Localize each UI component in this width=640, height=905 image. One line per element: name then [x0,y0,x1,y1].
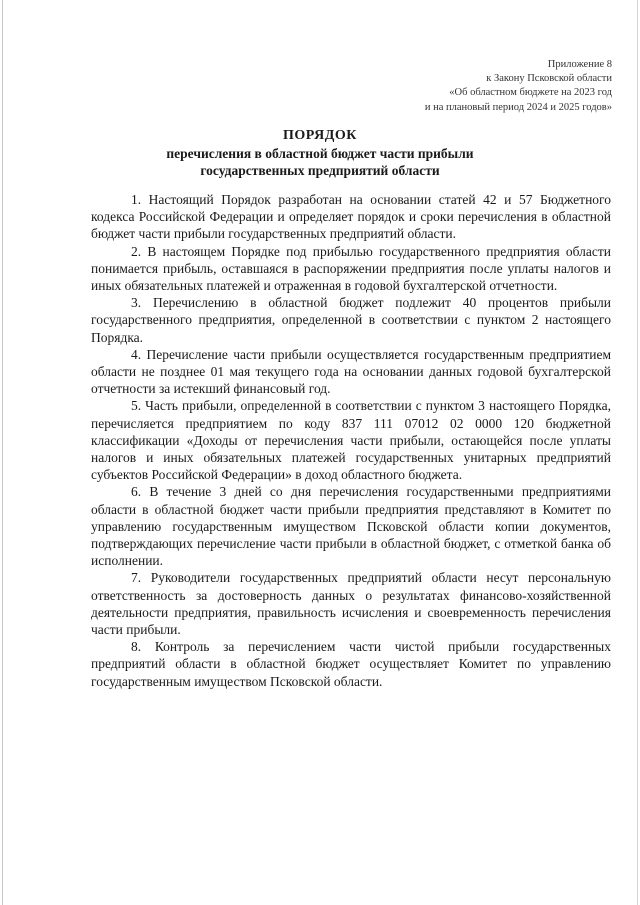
paragraph-5: 5. Часть прибыли, определенной в соответствии с пунктом 3 настоящего Порядка, перечисляется предприятием по коду 837 111 07012 02 0000 120 бюджетной классификации «Доходы от перечисления части прибыли, остающейся после уплаты налогов и иных обязательных платежей государственных унитарных предприятий субъектов Российской Федерации» в доход областного бюджета. [91,398,611,483]
document-subtitle-line: перечисления в областной бюджет части прибыли [166,146,474,161]
paragraph-4: 4. Перечисление части прибыли осуществляется государственным предприятием области не позднее 01 мая текущего года на основании данных годовой бухгалтерской отчетности за истекший финансовый год. [91,346,611,397]
paragraph-1: 1. Настоящий Порядок разработан на основании статей 42 и 57 Бюджетного кодекса Российской Федерации и определяет порядок и сроки перечисления в областной бюджет части прибыли государственных предприятий области. [91,192,611,242]
document-subtitle-line: государственных предприятий области [200,163,440,178]
paragraph-3: 3. Перечислению в областной бюджет подлежит 40 процентов прибыли государственного предприятия, определенной в соответствии с пунктом 2 настоящего Порядка. [91,295,611,345]
document-title: ПОРЯДОК [283,128,357,143]
appendix-line: и на плановый период 2024 и 2025 годов» [424,101,612,113]
scan-edge-right [637,0,638,905]
paragraph-6: 6. В течение 3 дней со дня перечисления государственными предприятиями области в областной бюджет части прибыли предприятия представляют в Комитет по управлению государственным имуществом Псковской области копии документов, подтверждающих перечисление части прибыли в областной бюджет, с отметкой банка об исполнении. [91,484,611,569]
paragraph-2: 2. В настоящем Порядке под прибылью государственного предприятия области понимается прибыль, оставшаяся в распоряжении предприятия после уплаты налогов и иных обязательных платежей и отраженная в годовой бухгалтерской отчетности. [91,243,611,294]
appendix-header [312,58,612,115]
document-body [91,191,611,690]
paragraph-8: 8. Контроль за перечислением части чистой прибыли государственных предприятий области в областной бюджет осуществляет Комитет по управлению государственным имуществом Псковской области. [91,639,611,689]
title-block [40,127,600,179]
scan-edge-left [2,0,3,905]
paragraph-7: 7. Руководители государственных предприятий области несут персональную ответственность за достоверность данных о результатах финансово-хозяйственной деятельности предприятия, правильность исчисления и своевременность перечисления части прибыли. [91,570,611,638]
appendix-line: Приложение 8 [547,59,612,70]
appendix-line: «Об областном бюджете на 2023 год [449,87,612,99]
appendix-line: к Закону Псковской области [486,73,612,85]
